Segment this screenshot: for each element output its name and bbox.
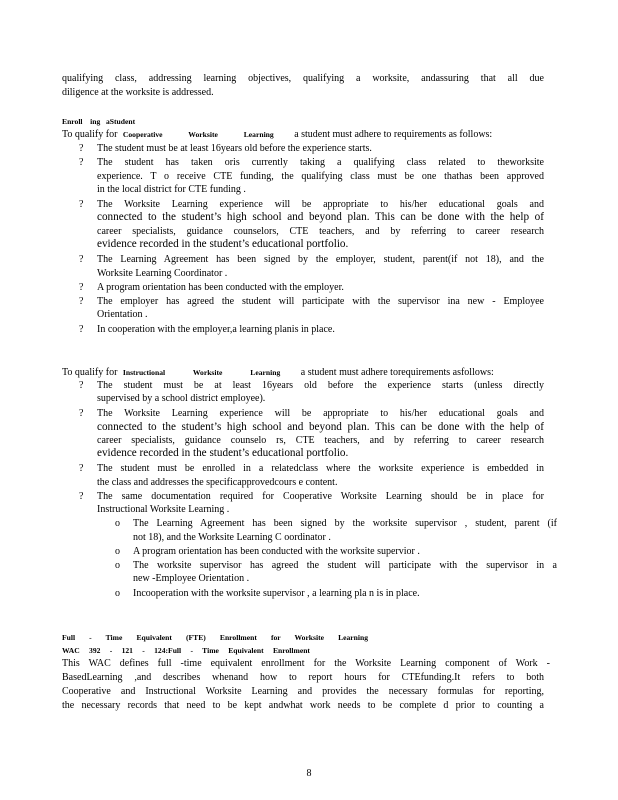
- bullet-marker: ?: [79, 282, 84, 293]
- bullet-marker: ?: [79, 199, 84, 210]
- bullet-marker: ?: [79, 143, 84, 154]
- sub-bullet-marker: o: [115, 588, 120, 599]
- bullet-marker: ?: [79, 380, 84, 391]
- coop-item-2-cont: experience. T o receive CTE funding, the qualifying class must be one thathas been approved: [97, 171, 544, 182]
- instr-item-4: The same documentation required for Cooperative Worksite Learning should be in place for: [97, 491, 544, 502]
- coop-item-2: The student has taken oris currently taking a qualifying class related to theworksite: [97, 157, 544, 168]
- instr-sub-item-2: A program orientation has been conducted with the worksite supervior .: [133, 546, 420, 557]
- bullet-marker: ?: [79, 254, 84, 265]
- coop-item-3-cont: career specialists, guidance counselors, CTE teachers, and by referring to career research: [97, 226, 544, 237]
- coop-item-5: A program orientation has been conducted with the employer.: [97, 282, 344, 293]
- sub-bullet-marker: o: [115, 560, 120, 571]
- fte-line-2: BasedLearning ,and describes whenand how to report hours for CTEfunding.It refers to both: [62, 672, 544, 683]
- fte-line-1: This WAC defines full -time equivalent enrollment for the Worksite Learning component of Work -: [62, 658, 550, 669]
- wac-heading: WAC 392 - 121 - 124:Full - Time Equivalent Enrollment: [62, 646, 310, 655]
- fte-heading: Full - Time Equivalent (FTE) Enrollment for Worksite Learning: [62, 633, 369, 642]
- instr-sub-item-1: The Learning Agreement has been signed by the worksite supervisor , student, parent (if: [133, 518, 557, 529]
- instr-sub-item-4: Incooperation with the worksite supervisor , a learning pla n is in place.: [133, 588, 420, 599]
- bullet-marker: ?: [79, 324, 84, 335]
- coop-item-3-cont: connected to the student’s high school and beyond plan. This can be done with the help of: [97, 211, 544, 223]
- bullet-marker: ?: [79, 408, 84, 419]
- instr-item-2-cont: career specialists, guidance counselo rs, CTE teachers, and by referring to career research: [97, 435, 544, 446]
- coop-item-2-cont: in the local district for CTE funding .: [97, 184, 246, 195]
- bullet-marker: ?: [79, 463, 84, 474]
- coop-item-4: The Learning Agreement has been signed by the employer, student, parent(if not 18), and the: [97, 254, 544, 265]
- intro-line-1: qualifying class, addressing learning objectives, qualifying a worksite, andassuring that all due: [62, 73, 544, 84]
- instr-item-2-cont: evidence recorded in the student’s educational portfolio.: [97, 447, 349, 459]
- instr-lead-in: To qualify for Instructional Worksite Learning a student must adhere torequirements asfollows:: [62, 367, 494, 378]
- coop-item-4-cont: Worksite Learning Coordinator .: [97, 268, 228, 279]
- coop-item-1: The student must be at least 16years old before the experience starts.: [97, 143, 372, 154]
- instr-sub-item-1-cont: not 18), and the Worksite Learning C oordinator .: [133, 532, 331, 543]
- page-number: 8: [306, 768, 312, 779]
- instr-item-2-cont: connected to the student’s high school and beyond plan. This can be done with the help of: [97, 421, 544, 433]
- enrolling-heading: Enroll ing aStudent: [62, 117, 136, 126]
- coop-item-7: In cooperation with the employer,a learning planis in place.: [97, 324, 335, 335]
- bullet-marker: ?: [79, 491, 84, 502]
- coop-lead-in: To qualify for Cooperative Worksite Learning a student must adhere to requirements as follows:: [62, 129, 493, 140]
- instr-item-4-cont: Instructional Worksite Learning .: [97, 504, 230, 515]
- instr-item-1-cont: supervised by a school district employee).: [97, 393, 266, 404]
- coop-item-3: The Worksite Learning experience will be appropriate to his/her educational goals and: [97, 199, 544, 210]
- coop-item-3-cont: evidence recorded in the student’s educational portfolio.: [97, 238, 349, 250]
- sub-bullet-marker: o: [115, 546, 120, 557]
- instr-item-2: The Worksite Learning experience will be appropriate to his/her educational goals and: [97, 408, 544, 419]
- coop-item-6: The employer has agreed the student will participate with the supervisor ina new - Employee: [97, 296, 544, 307]
- instr-sub-item-3-cont: new -Employee Orientation .: [133, 573, 250, 584]
- sub-bullet-marker: o: [115, 518, 120, 529]
- bullet-marker: ?: [79, 157, 84, 168]
- fte-line-4: the necessary records that need to be kept andwhat work needs to be complete d prior to counting a: [62, 700, 544, 711]
- instr-item-3: The student must be enrolled in a relatedclass where the worksite experience is embedded in: [97, 463, 544, 474]
- instr-sub-item-3: The worksite supervisor has agreed the student will participate with the supervisor in a: [133, 560, 557, 571]
- coop-item-6-cont: Orientation .: [97, 309, 148, 320]
- instr-item-1: The student must be at least 16years old before the experience starts (unless directly: [97, 380, 544, 391]
- instr-item-3-cont: the class and addresses the specificapprovedcours e content.: [97, 477, 338, 488]
- fte-line-3: Cooperative and Instructional Worksite Learning and provides the necessary formulas for reporting,: [62, 686, 544, 697]
- bullet-marker: ?: [79, 296, 84, 307]
- intro-line-2: diligence at the worksite is addressed.: [62, 87, 214, 98]
